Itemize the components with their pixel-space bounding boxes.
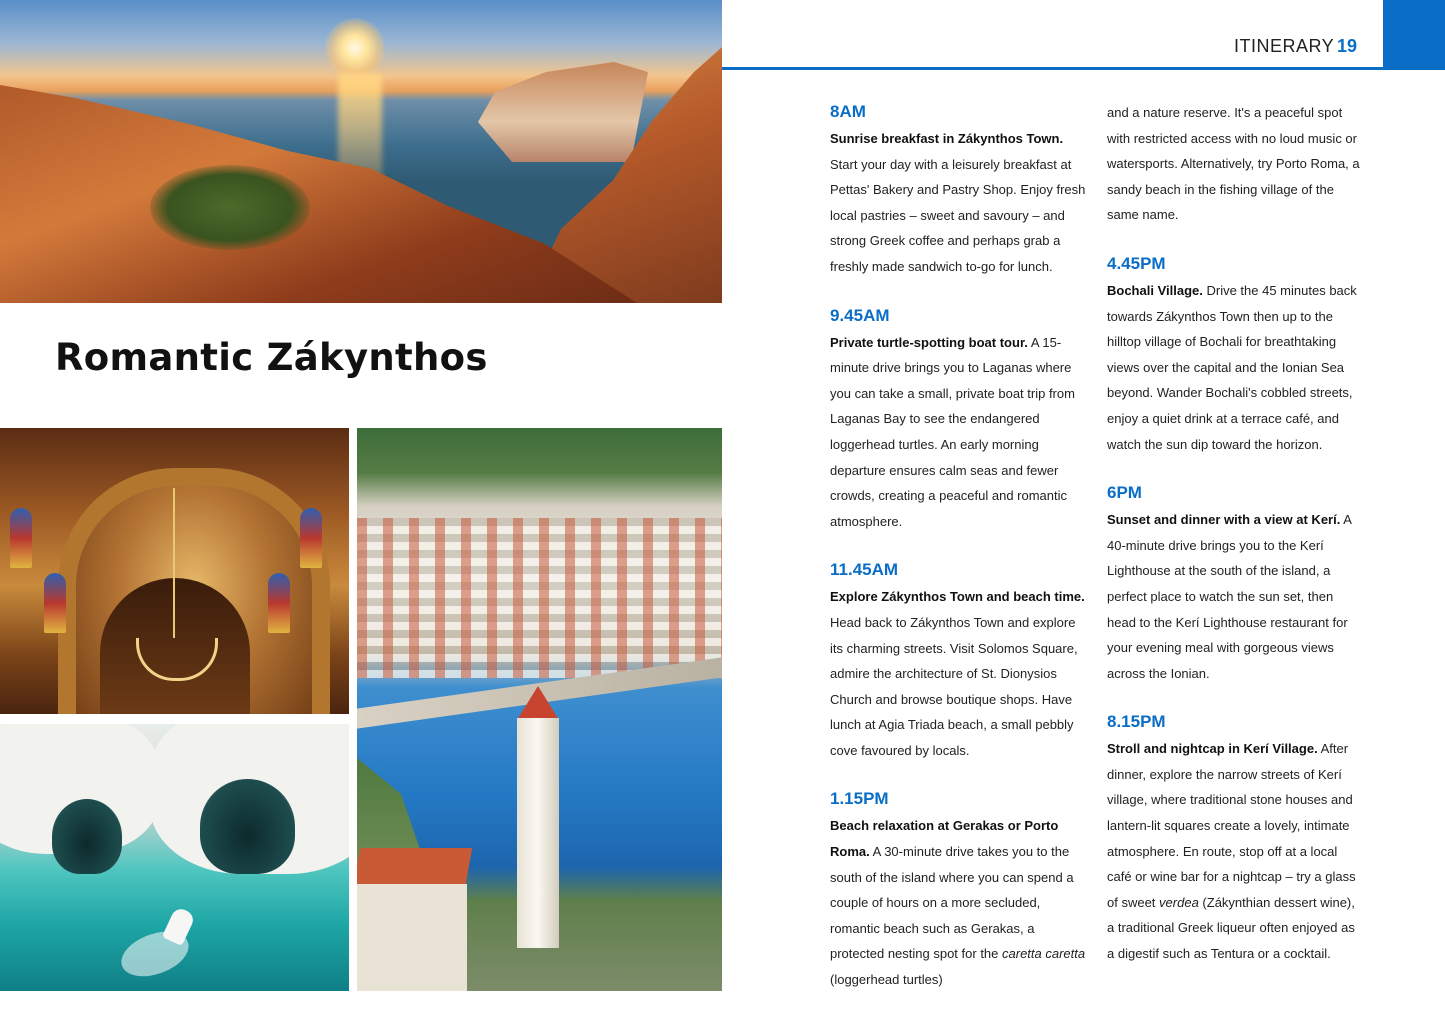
header-rule: [722, 67, 1445, 70]
itinerary-entry: [1107, 710, 1363, 966]
itinerary-entry: [830, 100, 1086, 280]
headland: [478, 62, 648, 162]
left-page: [0, 0, 722, 991]
itinerary-entry: [830, 304, 1086, 535]
stained-glass-window: [268, 573, 290, 633]
church-interior-photo: [0, 428, 349, 714]
entry-body: A 15-minute drive brings you to Laganas where you can take a small, private boat trip from Laganas Bay to see the endangered loggerhead turtles. An early morning departure ensures calm seas and fewer crowds, creating a peaceful and romantic atmosphere.: [830, 334, 1075, 529]
page-number: 19: [1337, 36, 1358, 56]
entry-text: [1107, 100, 1363, 228]
entry-body: (loggerhead turtles): [830, 972, 943, 988]
stained-glass-window: [44, 573, 66, 633]
entry-body: Drive the 45 minutes back towards Zákynthos Town then up to the hilltop village of Bochali for breathtaking views over the capital and the Ionian Sea beyond. Wander Bochali's cobbled streets, enjoy a quiet drink at a terrace café, and watch the sun dip toward the horizon.: [1107, 282, 1357, 452]
entry-body: After dinner, explore the narrow streets of Kerí village, where traditional stone houses and lantern-lit squares create a lovely, intimate atmosphere. En route, stop off at a local café or wine bar for a nightcap – try a glass of sweet: [1107, 741, 1356, 910]
entry-body: A 30-minute drive takes you to the south of the island where you can spend a couple of hours on a more secluded, romantic beach such as Gerakas, a protected nesting spot for the: [830, 844, 1074, 962]
entry-heading: Beach relaxation at Gerakas or Porto Roma.: [830, 818, 1059, 860]
house: [357, 884, 467, 991]
entry-text: [1107, 278, 1363, 457]
harbour-town-photo: [357, 428, 722, 991]
sea-cave: [200, 779, 295, 874]
itinerary-entry: [830, 787, 1086, 992]
entry-time: 4.45PM: [1107, 253, 1166, 273]
itinerary-entry: [830, 558, 1086, 763]
entry-body-italic: verdea: [1159, 894, 1199, 910]
entry-time: 6PM: [1107, 483, 1142, 503]
entry-heading: Explore Zákynthos Town and beach time.: [830, 589, 1085, 605]
stained-glass-window: [10, 508, 32, 568]
itinerary-column-right: [1107, 100, 1363, 991]
itinerary-entry: [1107, 252, 1363, 457]
section-label: ITINERARY: [1234, 36, 1335, 56]
stained-glass-window: [300, 508, 322, 568]
town-rooftops: [357, 518, 722, 678]
sun: [325, 18, 385, 78]
itinerary-column-left: [830, 100, 1086, 1017]
entry-heading: Sunrise breakfast in Zákynthos Town.: [830, 131, 1064, 146]
entry-time: 9.45AM: [830, 305, 890, 325]
entry-heading: Stroll and nightcap in Kerí Village.: [1107, 741, 1318, 757]
entry-body-italic: caretta caretta: [1002, 946, 1086, 962]
sea-cave: [52, 799, 122, 874]
entry-time: 1.15PM: [830, 789, 889, 809]
entry-text: [1107, 507, 1363, 686]
entry-time: 11.45AM: [830, 560, 899, 580]
entry-time: 8AM: [830, 102, 866, 121]
sunset-cliffs-photo: [0, 0, 722, 303]
entry-text: [830, 813, 1086, 992]
section-tab: [1383, 0, 1445, 68]
entry-heading: Bochali Village.: [1107, 282, 1203, 298]
itinerary-entry-continued: [1107, 100, 1363, 228]
entry-body: Head back to Zákynthos Town and explore its charming streets. Visit Solomos Square, admire the architecture of St. Dionysios Church and browse boutique shops. Have lunch at Agia Triada beach, a small pebbly cove favoured by locals.: [830, 614, 1078, 758]
entry-text: [830, 584, 1086, 763]
bell-tower: [517, 718, 559, 948]
entry-text: [830, 126, 1086, 280]
entry-text: [1107, 736, 1363, 966]
chandelier-chain: [173, 488, 175, 638]
itinerary-entry: [1107, 481, 1363, 686]
shrubs: [150, 165, 310, 250]
entry-body: and a nature reserve. It's a peaceful spot with restricted access with no loud music or watersports. Alternatively, try Porto Roma, a sandy beach in the fishing village of the same name.: [1107, 105, 1360, 223]
bell-tower-roof: [517, 686, 559, 720]
tiled-roof: [357, 848, 472, 884]
entry-body: A 40-minute drive brings you to the Kerí Lighthouse at the south of the island, a perfect place to watch the sun set, then head to the Kerí Lighthouse restaurant for your evening meal with gorgeous views across the Ionian.: [1107, 512, 1352, 681]
page-title: Romantic Zákynthos: [55, 336, 488, 379]
entry-body: (Zákynthian dessert wine), a traditional Greek liqueur often enjoyed as a digestif such as Tentura or a cocktail.: [1107, 894, 1355, 962]
entry-text: [830, 330, 1086, 535]
entry-body: Start your day with a leisurely breakfast at Pettas' Bakery and Pastry Shop. Enjoy fresh local pastries – sweet and savoury – and strong Greek coffee and perhaps grab a freshly made sandwich to-go for lunch.: [830, 156, 1086, 274]
entry-heading: Sunset and dinner with a view at Kerí.: [1107, 512, 1341, 528]
entry-heading: Private turtle-spotting boat tour.: [830, 334, 1028, 350]
sea-caves-photo: [0, 724, 349, 991]
entry-time: 8.15PM: [1107, 712, 1166, 732]
